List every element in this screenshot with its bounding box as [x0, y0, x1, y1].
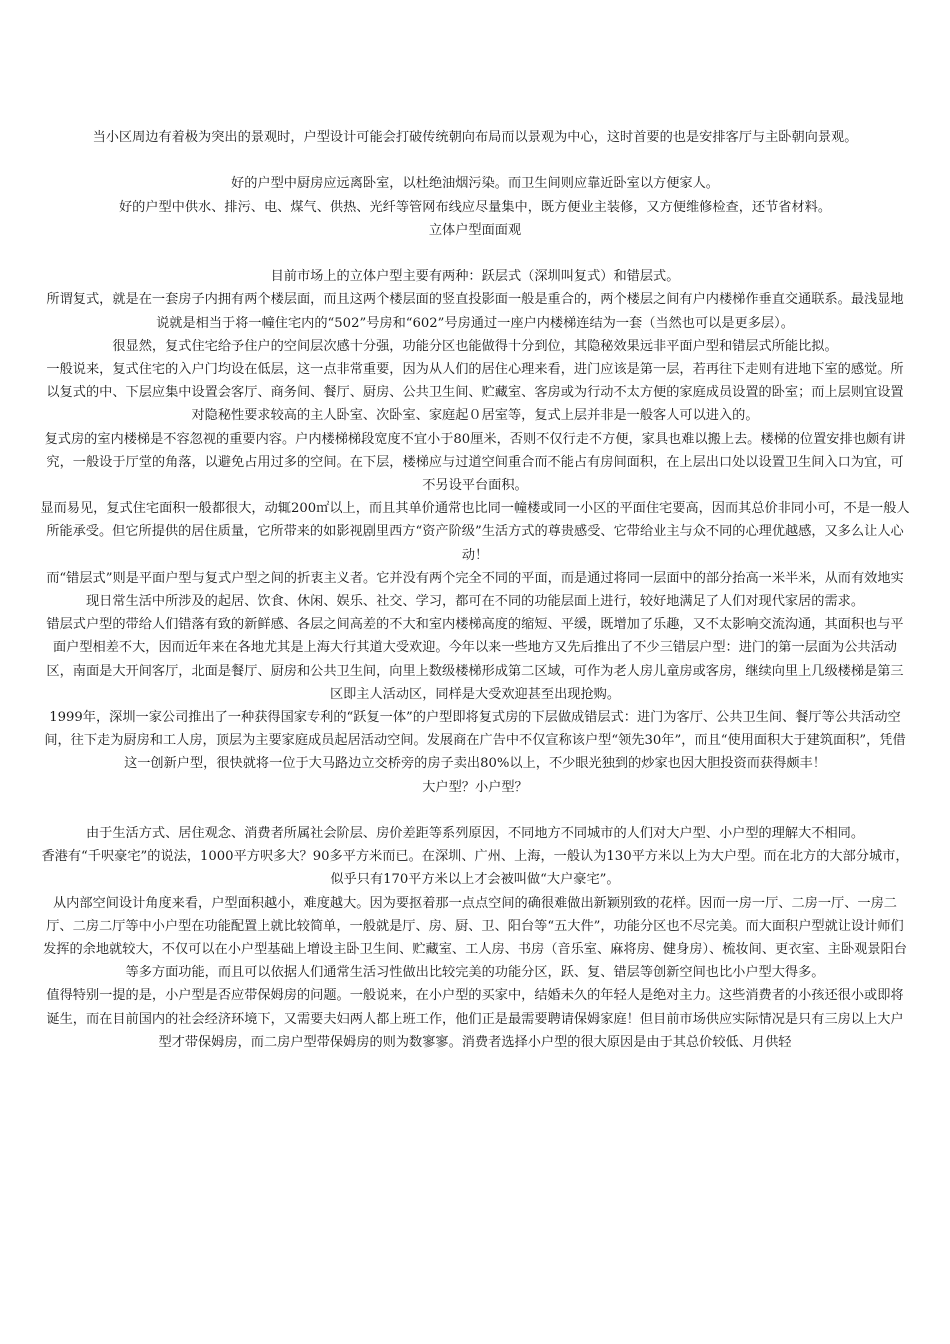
paragraph-hong-kong: 香港有“千呎豪宅”的说法，1000平方呎多大？90多平方米而已。在深圳、广州、上海，一般认为130平方米以上为大户型。而在北方的大部分城市，似乎只有170平方米以上才会被叫做“大户豪宅”。: [41, 849, 909, 888]
document-body: [40, 126, 910, 1054]
paragraph-duplex-area: 显而易见，复式住宅面积一般都很大，动辄200㎡以上，而且其单价通常也比同一幢楼或同一小区的平面住宅要高，因而其总价非同小可，不是一般人所能承受。但它所提供的居住质量，它所带来的如影视剧里西方“资产阶级”生活方式的尊贵感受、它带给业主与众不同的心理优越感，又多么让人心动！: [40, 501, 910, 563]
paragraph-two-types: 目前市场上的立体户型主要有两种：跃层式（深圳叫复式）和错层式。: [270, 269, 680, 285]
paragraph-duplex-definition: 所谓复式，就是在一套房子内拥有两个楼层面，而且这两个楼层面的竖直投影面一般是重合的，两个楼层之间有户内楼梯作垂直交通联系。最浅显地说就是相当于将一幢住宅内的“502”号房和“602”号房通过一座户内楼梯连结为一套（当然也可以是更多层）。: [46, 292, 904, 331]
blank-line: [40, 799, 910, 822]
paragraph-duplex-stairs: 复式房的室内楼梯是不容忽视的重要内容。户内楼梯梯段宽度不宜小于80厘米，否则不仅行走不方便，家具也难以搬上去。楼梯的位置安排也颇有讲究，一般设于厅堂的角落，以避免占用过多的空间。在下层，楼梯应与过道空间重合而不能占有房间面积，在上层出口处以设置卫生间入口为宜，可不另设平台面积。: [44, 431, 906, 494]
paragraph-duplex-space: 很显然，复式住宅给予住户的空间层次感十分强，功能分区也能做得十分到位，其隐秘效果远非平面户型和错层式所能比拟。: [112, 338, 838, 354]
section-heading-3d-layouts: 立体户型面面观: [428, 222, 522, 238]
blank-line: [40, 242, 910, 265]
paragraph-interior-design: 从内部空间设计角度来看，户型面积越小，难度越大。因为要抠着那一点点空间的确很难做出新颖别致的花样。因而一房一厅、二房一厅、一房二厅、二房二厅等中小户型在功能配置上就比较简单，一般就是厅、房、厨、卫、阳台等“五大件”，功能分区也不尽完美。而大面积户型就让设计师们发挥的余地就较大，不仅可以在小户型基础上增设主卧卫生间、贮藏室、工人房、书房（音乐室、麻将房、健身房）、梳妆间、更衣室、主卧观景阳台等多方面功能，而且可以依据人们通常生活习性做出比较完美的功能分区，跃、复、错层等创新空间也比小户型大得多。: [43, 895, 907, 981]
blank-line: [40, 149, 910, 172]
paragraph-split-level-benefits: 错层式户型的带给人们错落有致的新鲜感、各层之间高差的不大和室内楼梯高度的缩短、平缓，既增加了乐趣，又不太影响交流沟通，其面积也与平面户型相差不大，因而近年来在各地尤其是上海大行其道大受欢迎。今年以来一些地方又先后推出了不少三错层户型：进门的第一层面为公共活动区，南面是大开间客厅，北面是餐厅、厨房和公共卫生间，向里上数级楼梯形成第二区域，可作为老人房儿童房或客房，继续向里上几级楼梯是第三区即主人活动区，同样是大受欢迎甚至出现抢购。: [46, 617, 904, 702]
paragraph-kitchen-bathroom: 好的户型中厨房应远离卧室，以杜绝油烟污染。而卫生间则应靠近卧室以方便家人。: [231, 176, 719, 192]
paragraph-pipelines: 好的户型中供水、排污、电、煤气、供热、光纤等管网布线应尽量集中，既方便业主装修，又方便维修检查，还节省材料。: [118, 199, 832, 215]
paragraph-nanny-room: 值得特别一提的是，小户型是否应带保姆房的问题。一般说来，在小户型的买家中，结婚未久的年轻人是绝对主力。这些消费者的小孩还很小或即将诞生，而在目前国内的社会经济环境下，又需要夫妇两人都上班工作，他们正是最需要聘请保姆家庭！但目前市场供应实际情况是只有三房以上大户型才带保姆房，而二房户型带保姆房的则为数寥寥。消费者选择小户型的很大原因是由于其总价较低、月供轻: [46, 988, 904, 1050]
paragraph-split-level: 而“错层式”则是平面户型与复式户型之间的折衷主义者。它并没有两个完全不同的平面，而是通过将同一层面中的部分抬高一米半米，从而有效地实现日常生活中所涉及的起居、饮食、休闲、娱乐、社交、学习，都可在不同的功能层面上进行，较好地满足了人们对现代家居的需求。: [46, 570, 904, 610]
paragraph-lifestyle-reasons: 由于生活方式、居住观念、消费者所属社会阶层、房价差距等系列原因，不同地方不同城市的人们对大户型、小户型的理解大不相同。: [85, 826, 865, 842]
paragraph-landscape-orientation: 当小区周边有着极为突出的景观时，户型设计可能会打破传统朝向布局而以景观为中心，这时首要的也是安排客厅与主卧朝向景观。: [92, 130, 858, 145]
paragraph-duplex-entrance: 一般说来，复式住宅的入户门均设在低层，这一点非常重要，因为从人们的居住心理来看，进门应该是第一层，若再往下走则有进地下室的感觉。所以复式的中、下层应集中设置会客厅、商务间、餐厅、厨房、公共卫生间、贮藏室、客房或为行动不太方便的家庭成员设置的卧室；而上层则宜设置对隐秘性要求较高的主人卧室、次卧室、家庭起０居室等，复式上层并非是一般客人可以进入的。: [46, 362, 904, 424]
paragraph-1999-shenzhen: 1999年，深圳一家公司推出了一种获得国家专利的“跃复一体”的户型即将复式房的下层做成错层式：进门为客厅、公共卫生间、餐厅等公共活动空间，往下走为厨房和工人房，顶层为主要家庭成员起居活动空间。发展商在广告中不仅宣称该户型“领先30年”，而且“使用面积大于建筑面积”，凭借这一创新户型，很快就将一位于大马路边立交桥旁的房子卖出80%以上，不少眼光独到的炒家也因大胆投资而获得颇丰！: [44, 710, 906, 772]
section-heading-large-small: 大户型？小户型？: [422, 779, 528, 795]
